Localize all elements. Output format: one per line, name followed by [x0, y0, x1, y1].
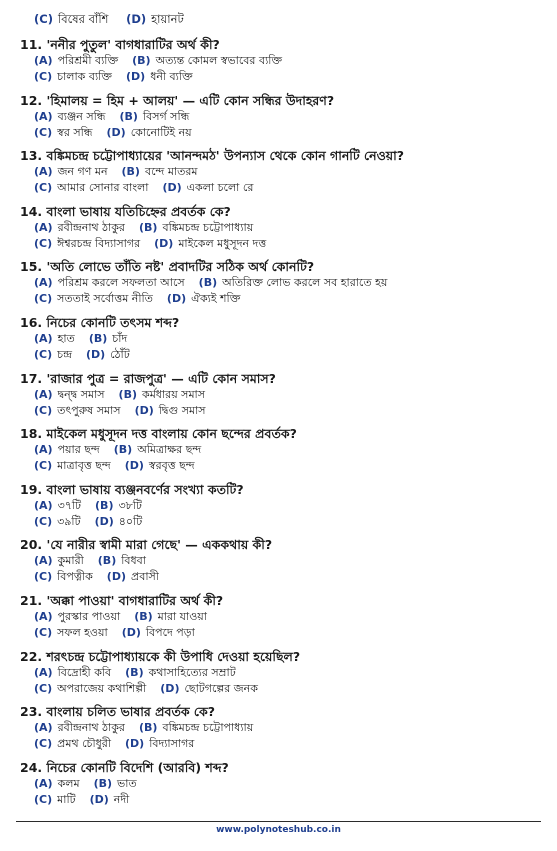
option-letter: (C) [34, 792, 53, 806]
option [95, 498, 142, 514]
option-text: ঠোঁট [110, 347, 130, 361]
option [160, 681, 258, 697]
option-text: কুমারী [57, 554, 84, 568]
option-row [34, 736, 545, 752]
option-letter: (C) [34, 570, 53, 584]
option-letter: (C) [34, 681, 53, 695]
option-text: ঐক্যই শক্তি [191, 292, 241, 306]
option-letter: (D) [154, 236, 174, 250]
option-text: একলা চলো রে [186, 181, 254, 195]
option-text: সফল হওয়া [57, 625, 108, 639]
option [132, 53, 282, 69]
option-row [34, 681, 545, 697]
option-letter: (D) [160, 681, 180, 695]
options [20, 164, 545, 196]
options [20, 498, 545, 530]
option-letter: (B) [121, 165, 140, 179]
option-letter: (D) [162, 181, 182, 195]
option-row [34, 220, 545, 236]
option [134, 609, 207, 625]
option-text: রবীন্দ্রনাথ ঠাকুর [57, 220, 125, 234]
option-row [34, 387, 545, 403]
option [89, 331, 127, 347]
option-letter: (A) [34, 443, 53, 457]
question-item [20, 425, 545, 481]
option [34, 625, 108, 641]
option-letter: (C) [34, 292, 53, 306]
option-text: ৩৮টি [118, 498, 142, 512]
option [34, 291, 153, 307]
option-letter: (A) [34, 609, 53, 623]
option-letter: (A) [34, 165, 53, 179]
option-row [34, 776, 545, 792]
option-text: দ্বিগু সমাস [158, 403, 206, 417]
option [34, 347, 72, 363]
option [34, 720, 125, 736]
options [20, 109, 545, 141]
footer-link[interactable]: www.polynoteshub.co.in [216, 825, 341, 835]
option [95, 514, 143, 530]
option-letter: (D) [94, 514, 114, 528]
options [20, 387, 545, 419]
option-text: রবীন্দ্রনাথ ঠাকুর [57, 721, 125, 735]
option-letter: (C) [34, 625, 53, 639]
option-letter: (C) [34, 514, 53, 528]
option [34, 109, 105, 125]
option-text: চাঁদ [112, 331, 128, 345]
option [86, 347, 130, 363]
option-letter: (C) [34, 737, 53, 751]
question-text: 13. বঙ্কিমচন্দ্র চট্টোপাধ্যায়ের 'আনন্দমঠ' উপন্যাস থেকে কোন গানটি নেওয়া? [20, 148, 405, 164]
options [20, 776, 545, 808]
option-row [34, 458, 545, 474]
question-item [20, 314, 545, 370]
option-letter: (B) [95, 498, 114, 512]
option-text: ৪০টি [118, 514, 143, 528]
question-text: 11. 'ননীর পুতুল' বাগধারাটির অর্থ কী? [20, 37, 220, 52]
question-item [20, 203, 545, 259]
option-letter: (B) [134, 609, 153, 623]
option-text: জন গণ মন [57, 165, 108, 179]
question-text: 20. 'যে নারীর স্বামী মারা গেছে' — এককথায় কী? [20, 537, 273, 553]
question-text: 24. নিচের কোনটি বিদেশি (আরবি) শব্দ? [20, 759, 229, 775]
option-text: পরিশ্রম করলে সফলতা আসে [57, 276, 185, 290]
option-letter: (D) [166, 292, 187, 306]
option-text: সততাই সর্বোত্তম নীতি [57, 292, 153, 306]
option-text: প্রবাসী [130, 570, 159, 584]
option-letter: (B) [97, 554, 117, 568]
option-text: কলম [57, 776, 80, 790]
option-text: স্বরবৃত্ত ছন্দ [148, 459, 195, 473]
option-letter: (B) [139, 721, 158, 735]
option-text: পরিশ্রমী ব্যক্তি [57, 54, 119, 67]
option-letter: (C) [34, 236, 53, 250]
option [34, 125, 93, 141]
option [199, 275, 388, 291]
option [139, 220, 253, 236]
options [20, 331, 545, 363]
option-text: মাত্রাবৃত্ত ছন্দ [57, 459, 111, 473]
option [34, 569, 93, 585]
options [20, 53, 545, 85]
option [119, 109, 189, 125]
question-item [20, 92, 545, 148]
option [34, 53, 118, 69]
question-item [20, 147, 545, 203]
question-item [20, 648, 545, 704]
option [34, 553, 84, 569]
option [154, 236, 266, 252]
option-letter: (A) [34, 554, 53, 568]
question-item [20, 703, 545, 759]
option-letter: (A) [34, 721, 53, 735]
option [94, 776, 137, 792]
options [20, 720, 545, 752]
option-letter: (A) [34, 498, 53, 512]
option [34, 458, 111, 474]
option-letter: (B) [118, 387, 137, 401]
option [107, 569, 159, 585]
option [34, 736, 111, 752]
question-text: 19. বাংলা ভাষায় ব্যঞ্জনবর্ণের সংখ্যা কতটি? [20, 481, 244, 497]
carried-over-options [34, 12, 198, 27]
option-text: বঙ্কিমচন্দ্র চট্টোপাধ্যায় [162, 220, 254, 234]
option-row [34, 514, 545, 530]
option [119, 387, 205, 403]
option [126, 69, 193, 85]
option [125, 458, 195, 474]
option-letter: (A) [34, 331, 53, 345]
option-text: ঈশ্বরচন্দ্র বিদ্যাসাগর [57, 236, 141, 250]
option-row [34, 331, 545, 347]
option-row [34, 53, 545, 69]
option [167, 291, 240, 307]
option-text: চালাক ব্যক্তি [57, 70, 112, 83]
question-text: 22. শরৎচন্দ্র চট্টোপাধ্যায়কে কী উপাধি দেওয়া হয়েছিল? [20, 648, 301, 664]
question-item [20, 759, 545, 815]
option-letter: (A) [34, 109, 53, 123]
option [34, 514, 81, 530]
option-letter: (A) [34, 387, 53, 401]
option-letter: (D) [124, 459, 144, 473]
option-text: চন্দ্র [57, 347, 72, 361]
question-text: 12. 'হিমালয় = হিম + আলয়' — এটি কোন সন্ধির উদাহরণ? [20, 92, 335, 108]
option-letter: (D) [134, 403, 154, 417]
option-letter: (C) [34, 181, 53, 195]
option-text: হাত [57, 331, 75, 345]
question-text: 15. 'অতি লোভে তাঁতি নষ্ট' প্রবাদটির সঠিক অর্থ কোনটি? [20, 259, 315, 275]
option-row [34, 275, 545, 291]
option-letter: (D) [125, 737, 145, 751]
option-text: বন্দে মাতরম [144, 165, 198, 179]
option-letter: (B) [113, 443, 133, 457]
option-letter: (A) [34, 665, 53, 679]
option [34, 442, 100, 458]
question-text: 17. 'রাজার পুত্র = রাজপুত্র' — এটি কোন সমাস? [20, 370, 276, 386]
question-text: 23. বাংলায় চলিত ভাষার প্রবর্তক কে? [20, 704, 215, 720]
option-letter: (C) [34, 459, 53, 473]
option [34, 387, 105, 403]
option-row [34, 792, 545, 808]
option [122, 625, 195, 641]
footer-divider [16, 821, 541, 822]
option-text: ধনী ব্যক্তি [150, 70, 193, 83]
option-text: পুরস্কার পাওয়া [57, 609, 121, 623]
option-text: বিপদে পড়া [145, 625, 195, 639]
option [125, 736, 194, 752]
option-letter: (D) [85, 347, 106, 361]
question-item [20, 370, 545, 426]
option-row [34, 442, 545, 458]
option-text: অমিত্রাক্ষর ছন্দ [137, 443, 202, 457]
option [34, 236, 140, 252]
question-text: 18. মাইকেল মধুসূদন দত্ত বাংলায় কোন ছন্দের প্রবর্তক? [20, 426, 297, 442]
option-text: মারা যাওয়া [157, 609, 207, 623]
option-letter: (B) [132, 54, 151, 67]
question-item [20, 536, 545, 592]
option [98, 553, 146, 569]
option [162, 180, 253, 196]
option-letter: (D) [106, 125, 126, 139]
option-row [34, 291, 545, 307]
option [90, 792, 130, 808]
option-text: বিধবা [121, 554, 146, 568]
option-text: মাইকেল মধুসূদন দত্ত [178, 236, 267, 250]
option-row [34, 609, 545, 625]
option [34, 665, 111, 681]
option [34, 69, 112, 85]
option-letter: (A) [34, 220, 53, 234]
option-text: মাটি [57, 792, 76, 806]
option [34, 498, 81, 514]
option-row [34, 109, 545, 125]
question-text: 16. নিচের কোনটি তৎসম শব্দ? [20, 314, 180, 330]
option-row [34, 665, 545, 681]
options [20, 609, 545, 641]
option-text: নদী [113, 792, 130, 806]
option [139, 720, 253, 736]
option-row [34, 720, 545, 736]
option-text: বিদ্যাসাগর [149, 737, 195, 751]
option [135, 403, 206, 419]
option [34, 164, 108, 180]
option-row [34, 69, 545, 85]
option-text: বিদ্রোহী কবি [57, 665, 112, 679]
option-text: তৎপুরুষ সমাস [57, 403, 121, 417]
option-text: অতিরিক্ত লোভ করলে সব হারাতে হয় [222, 276, 388, 290]
option [125, 665, 236, 681]
option-letter: (C) [34, 125, 53, 139]
option-row [34, 403, 545, 419]
option-row [34, 498, 545, 514]
option-text: কথাসাহিত্যের সম্রাট [148, 665, 236, 679]
option-letter: (C) [34, 347, 53, 361]
options [20, 275, 545, 307]
option-row [34, 180, 545, 196]
option-letter: (D) [126, 70, 146, 83]
option [34, 180, 148, 196]
option-letter: (A) [34, 54, 53, 67]
option-row [34, 236, 545, 252]
option-text: আমার সোনার বাংলা [57, 181, 149, 195]
question-item [20, 481, 545, 537]
option-row [34, 625, 545, 641]
options [20, 220, 545, 252]
option [34, 403, 121, 419]
option-text: বিপত্নীক [57, 570, 93, 584]
option-text: ছোটগল্পের জনক [184, 681, 258, 695]
option-row [34, 553, 545, 569]
option-row [34, 125, 545, 141]
option: (D) হায়ানট [126, 12, 184, 26]
question-text: 14. বাংলা ভাষায় যতিচিহ্নের প্রবর্তক কে? [20, 203, 231, 219]
option [34, 776, 80, 792]
option-text: বঙ্কিমচন্দ্র চট্টোপাধ্যায় [162, 721, 254, 735]
option-text: অত্যন্ত কোমল স্বভাবের ব্যক্তি [155, 54, 283, 67]
option [114, 442, 201, 458]
option: (C) বিষের বাঁশি [34, 12, 109, 26]
option-text: ভাত [117, 776, 137, 790]
question-item [20, 592, 545, 648]
question-item [20, 36, 545, 92]
option-text: প্রমথ চৌধুরী [57, 737, 111, 751]
option-text: ব্যঞ্জন সন্ধি [57, 109, 106, 123]
option-row [34, 569, 545, 585]
option-row [34, 347, 545, 363]
options [20, 442, 545, 474]
option-letter: (A) [34, 776, 53, 790]
question-list [20, 36, 545, 814]
option [34, 681, 146, 697]
option-letter: (B) [139, 220, 158, 234]
option-letter: (B) [88, 331, 108, 345]
option-letter: (C) [34, 403, 53, 417]
option-letter: (A) [34, 276, 53, 290]
option-text: পয়ার ছন্দ [57, 443, 100, 457]
option [34, 331, 75, 347]
option-text: অপরাজেয় কথাশিল্পী [57, 681, 147, 695]
option-letter: (D) [121, 625, 141, 639]
option-letter: (C) [34, 70, 53, 83]
options [20, 553, 545, 585]
option [34, 609, 120, 625]
question-text: 21. 'অক্কা পাওয়া' বাগধারাটির অর্থ কী? [20, 592, 224, 608]
option [34, 220, 125, 236]
option-text: স্বর সন্ধি [57, 125, 93, 139]
option [34, 792, 76, 808]
option-letter: (D) [89, 792, 109, 806]
question-item [20, 258, 545, 314]
options [20, 665, 545, 697]
option-text: ৩৯টি [57, 514, 81, 528]
option [107, 125, 192, 141]
option [34, 275, 185, 291]
option [122, 164, 198, 180]
option-letter: (B) [93, 776, 113, 790]
option-row [34, 164, 545, 180]
option-text: দ্বন্দ্ব সমাস [57, 387, 105, 401]
option-letter: (B) [198, 276, 218, 290]
option-letter: (D) [106, 570, 126, 584]
option-text: ৩৭টি [57, 498, 82, 512]
option-text: বিসর্গ সন্ধি [142, 109, 190, 123]
option-letter: (B) [119, 109, 138, 123]
option-letter: (B) [125, 665, 144, 679]
option-text: কোনোটিই নয় [130, 125, 192, 139]
option-text: কর্মধারয় সমাস [142, 387, 206, 401]
